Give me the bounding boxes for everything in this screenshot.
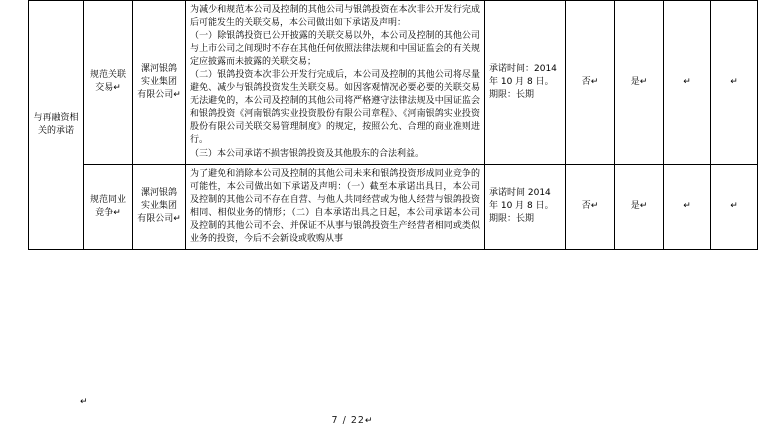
pilcrow-mark: ↵ [730, 201, 738, 212]
table-row [29, 1, 758, 165]
cell-commitment-type [84, 1, 133, 165]
commitments-table [28, 0, 758, 250]
content-paragraph: 为减少和规范本公司及控制的其他公司与银鸽投资在本次非公开发行完成后可能发生的关联交易，本公司做出如下承诺及声明： [190, 5, 480, 29]
term-line: 期限：长期 [489, 214, 535, 225]
commitment-type-text: 规范关联交易 [89, 70, 126, 94]
cell-flag-1 [566, 164, 615, 249]
cell-flag-4 [711, 164, 758, 249]
flag-1-text: 否 [581, 201, 591, 212]
content-paragraph: （三）本公司承诺不损害银鸽投资及其他股东的合法利益。 [190, 148, 425, 159]
flag-2-text: 是 [630, 201, 640, 212]
cell-commitment-type [84, 164, 133, 249]
pilcrow-mark: ↵ [639, 76, 648, 87]
term-line: 承诺时间：2014 [489, 63, 557, 74]
cell-content [186, 164, 485, 249]
content-paragraph: （一）除银鸽投资已公开披露的关联交易以外，本公司及控制的其他公司与上市公司之间现时不存在其他任何依照法律法规和中国证监会的有关规定应披露而未披露的关联交易； [190, 31, 480, 68]
pilcrow-mark: ↵ [173, 214, 181, 225]
content-paragraph: 为了避免和消除本公司及控制的其他公司未来和银鸽投资形成同业竞争的可能性，本公司做出如下承诺及声明：（一）截至本承诺出具日，本公司及控制的其他公司不存在自营、与他人共同经营或为他人经营与银鸽投资相同、相似业务的情形；（二）自本承诺出具之日起，本公司承诺本公司及控制的其他公司不会、并保证不从事与银鸽投资生产经营者相同或类似业务的投资，今后不会新设或收购从事 [190, 168, 480, 244]
category-text: 与再融资相关的承诺 [33, 112, 79, 136]
term-line: 年 10 月 8 日。 [489, 201, 554, 212]
cell-term [485, 1, 566, 165]
cell-flag-4 [711, 1, 758, 165]
page-number: 7 / 22 [331, 415, 365, 426]
cell-term [485, 164, 566, 249]
pilcrow-mark: ↵ [683, 76, 691, 87]
cell-flag-3 [664, 164, 711, 249]
cell-flag-2 [615, 1, 664, 165]
party-text: 漯河银鸽实业集团有限公司 [137, 63, 177, 100]
pilcrow-mark: ↵ [590, 201, 599, 212]
pilcrow-mark: ↵ [730, 76, 738, 87]
flag-1-text: 否 [581, 76, 591, 87]
cell-content [186, 1, 485, 165]
content-paragraph: （二）银鸽投资本次非公开发行完成后，本公司及控制的其他公司将尽量避免、减少与银鸽投资发生关联交易。如因客观情况必要必要的关联交易无法避免的，本公司及控制的其他公司将严格遵守法律法规及中国证监会和银鸽投资《河南银鸽实业投资股份有限公司章程》、《河南银鸽实业投资股份有限公司关联交易管理制度》的规定，按照公允、合理的商业准则进行。 [190, 70, 480, 146]
term-line: 承诺时间 2014 [489, 188, 551, 199]
pilcrow-mark: ↵ [113, 83, 121, 94]
cell-flag-3 [664, 1, 711, 165]
table-row [29, 164, 758, 249]
pilcrow-mark: ↵ [639, 201, 648, 212]
cell-party [133, 1, 186, 165]
cell-flag-1 [566, 1, 615, 165]
term-line: 年 10 月 8 日。 [489, 76, 554, 87]
commitment-type-text: 规范同业竞争 [89, 194, 126, 218]
cell-category [29, 1, 84, 250]
party-text: 漯河银鸽实业集团有限公司 [137, 188, 177, 225]
pilcrow-mark: ↵ [113, 207, 121, 218]
cell-flag-2 [615, 164, 664, 249]
term-line: 期限：长期 [489, 89, 535, 100]
pilcrow-mark: ↵ [683, 201, 691, 212]
page-footer [0, 415, 705, 426]
pilcrow-mark: ↵ [173, 89, 181, 100]
flag-2-text: 是 [630, 76, 640, 87]
paragraph-mark-below-table: ↵ [80, 397, 88, 407]
pilcrow-mark: ↵ [590, 76, 599, 87]
pilcrow-mark: ↵ [364, 416, 374, 426]
cell-party [133, 164, 186, 249]
